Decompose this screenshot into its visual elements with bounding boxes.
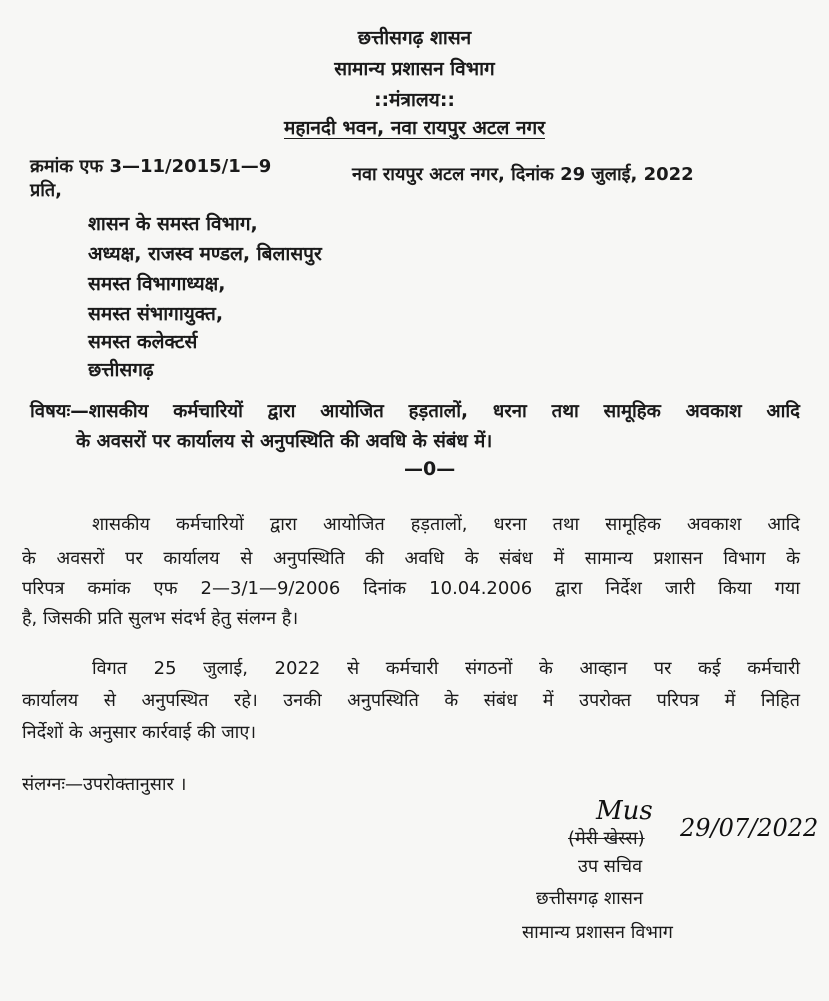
recipient-3: समस्त विभागाध्यक्ष, <box>88 273 226 295</box>
signature-date: 29/07/2022 <box>680 814 819 842</box>
para1-line-3: परिपत्र कमांक एफ 2—3/1—9/2006 दिनांक 10.04.2006 द्वारा निर्देश जारी किया गया <box>22 578 800 599</box>
signatory-name <box>568 826 645 850</box>
recipient-1: शासन के समस्त विभाग, <box>88 213 258 235</box>
separator: —0— <box>404 458 456 480</box>
para1-line-1: शासकीय कर्मचारियों द्वारा आयोजित हड़तालों, धरना तथा सामूहिक अवकाश आदि <box>92 514 800 535</box>
para2-line-1: विगत 25 जुलाई, 2022 से कर्मचारी संगठनों के आव्हान पर कई कर्मचारी <box>92 658 800 679</box>
recipient-2: अध्यक्ष, राजस्व मण्डल, बिलासपुर <box>88 243 322 265</box>
header-state: छत्तीसगढ़ शासन <box>357 27 472 49</box>
signature-department: सामान्य प्रशासन विभाग <box>522 922 673 943</box>
enclosure: संलग्नः—उपरोक्तानुसार । <box>22 774 187 795</box>
header-ministry: ::मंत्रालय:: <box>373 89 456 111</box>
signature-government: छत्तीसगढ़ शासन <box>536 888 643 909</box>
reference-number: क्रमांक एफ 3—11/2015/1—9 <box>30 156 272 177</box>
place-date: नवा रायपुर अटल नगर, दिनांक 29 जुलाई, 2022 <box>352 164 694 185</box>
recipient-6: छत्तीसगढ़ <box>88 359 154 381</box>
recipient-5: समस्त कलेक्टर्स <box>88 331 198 353</box>
para1-line-2: के अवसरों पर कार्यालय से अनुपस्थिति की अवधि के संबंध में सामान्य प्रशासन विभाग के <box>22 548 800 569</box>
designation: उप सचिव <box>578 856 643 877</box>
para1-line-4: है, जिसकी प्रति सुलभ संदर्भ हेतु संलग्न है। <box>22 608 299 629</box>
para2-line-2: कार्यालय से अनुपस्थित रहे। उनकी अनुपस्थिति के संबंध में उपरोक्त परिपत्र में निहित <box>22 690 800 711</box>
subject-line-2: के अवसरों पर कार्यालय से अनुपस्थिति की अवधि के संबंध में। <box>76 431 493 452</box>
header-address <box>0 114 829 140</box>
para2-line-3: निर्देशों के अनुसार कार्रवाई की जाए। <box>22 722 257 743</box>
recipient-4: समस्त संभागायुक्त, <box>88 303 224 325</box>
subject-line-1: विषयः—शासकीय कर्मचारियों द्वारा आयोजित हड़तालों, धरना तथा सामूहिक अवकाश आदि <box>30 401 800 422</box>
to-label: प्रति, <box>30 180 63 201</box>
signature-scrawl: Mus <box>596 796 653 826</box>
header-address-text: महानदी भवन, नवा रायपुर अटल नगर <box>284 117 545 139</box>
signatory-name-text: (मेरी खेस्स) <box>568 828 645 849</box>
header-department: सामान्य प्रशासन विभाग <box>334 58 495 80</box>
